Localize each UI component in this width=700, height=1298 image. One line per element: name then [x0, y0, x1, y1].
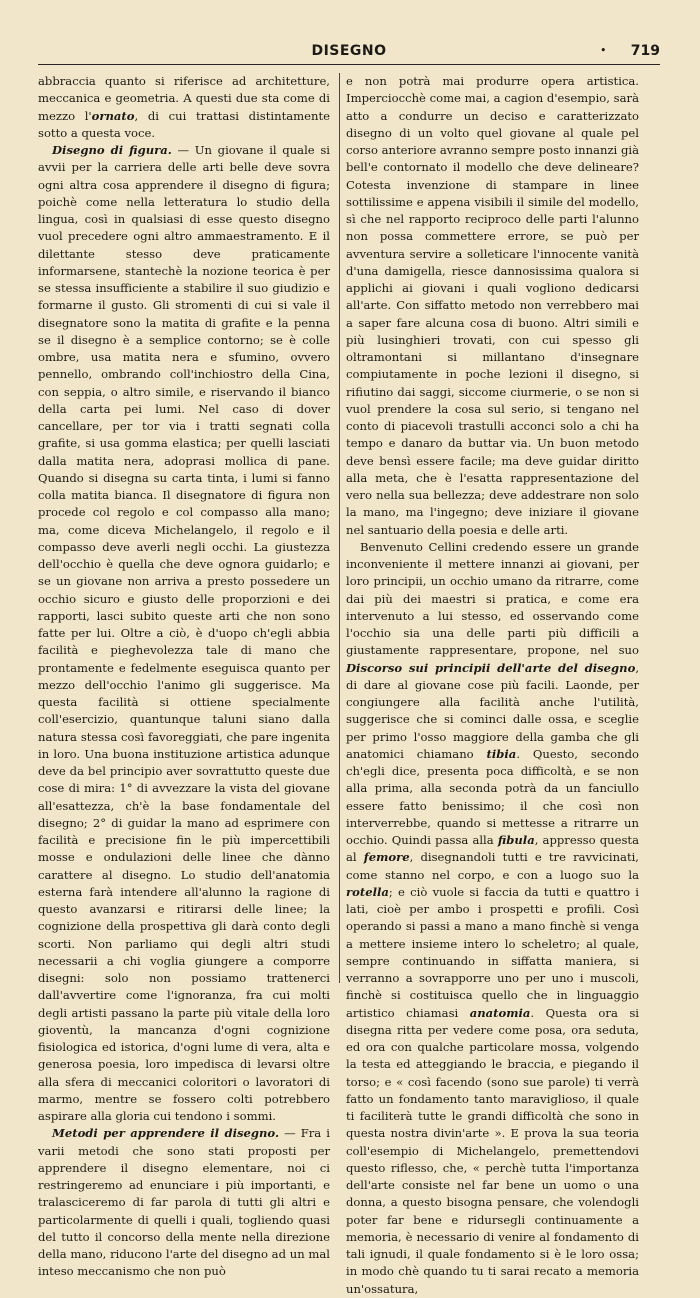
page-title: DISEGNO — [311, 43, 387, 59]
column-rule — [339, 73, 340, 983]
paragraph — [346, 539, 639, 1298]
emphasized-text: anatomia — [469, 1005, 531, 1020]
running-header — [38, 40, 660, 65]
emphasized-text: femore — [363, 850, 410, 865]
right-column — [346, 73, 639, 1298]
left-column — [38, 73, 330, 1281]
emphasized-text: Disegno di figura. — [52, 143, 172, 157]
emphasized-text: Metodi per apprendere il disegno. — [52, 1126, 279, 1141]
paragraph — [38, 142, 330, 1125]
emphasized-text: Discorso sui principii dell'arte del disegno — [346, 660, 636, 675]
emphasized-text: fibula — [497, 833, 535, 847]
emphasized-text: ornato — [91, 108, 135, 123]
paragraph-text: . Questo, secondo ch'egli dice, presenta poca difficoltà, e se non alla prima, alla seconda potrà da un fanciullo essere fatto benissimo; il che così non interverrebbe, quando si mettesse a ritrarre un occhio. Quindi passa alla — [346, 746, 639, 847]
paragraph-text: Benvenuto Cellini credendo essere un grande inconveniente il mettere innanzi ai giovani, per loro principii, un occhio umano da ritrarre, come dai più dei maestri si pratica, e come era intervenuto a lui stesso, ed osservando come l'occhio sia una delle parti più difficili a giustamente rappresentare, propone, nel suo — [346, 539, 639, 658]
paragraph — [346, 73, 639, 539]
paragraph — [38, 1125, 330, 1280]
emphasized-text: rotella — [346, 884, 389, 899]
paragraph-text: ; e ciò vuole si faccia da tutti e quattro i lati, cioè per ambo i prospetti e profili. Così operando si passi a mano a mano finchè si venga a mettere insieme intero lo scheletro; al quale, sempre continuando in siffatta maniera, si verranno a sovrapporre uno per uno i muscoli, finchè si costituisca quello che in linguaggio artistico chiamasi — [346, 884, 639, 1020]
paragraph-text: , di dare al giovane cose più facili. Laonde, per congiungere alla facilità anche l'utilità, suggerisce che si cominci dalle ossa, e sceglie per primo l'osso maggiore della gamba che gli anatomici chiamano — [346, 660, 639, 761]
emphasized-text: tibia — [486, 746, 517, 761]
paragraph-text: — Fra i varii metodi che sono stati proposti per apprendere il disegno elementare, noi ci restringeremo ad enunciare i più importanti, e tralasciceremo di far parola di tutti gli altri e particolarmente di quelli i quali, togliendo quasi del tutto il concorso della mente nella direzione della mano, riducono l'arte del disegno ad un mal inteso meccanismo che non può — [38, 1126, 330, 1279]
paragraph-text: , disegnandoli tutti e tre ravvicinati, come stanno nel corpo, e con a luogo suo la — [346, 850, 639, 882]
paragraph-text: — Un giovane il quale si avvii per la carriera delle arti belle deve sovra ogni altra cosa apprendere il disegno di figura; poichè come nella letteratura lo studio della lingua, così in qualsiasi di esse questo disegno vuol precedere ogni altro ammaestramento. E il dilettante stesso deve praticamente informarsene, stantechè la nozione teorica è per se stessa insufficiente a stabilire il suo giudizio e formarne il gusto. Gli stromenti di cui si vale il disegnatore sono la matita di grafite e la penna se il disegno è a semplice contorno; se è colle ombre, usa matita nera e sfumino, ovvero pennello, ombrando coll'inchiostro della Cina, con seppia, o altro simile, e riservando il bianco della carta pei lumi. Nel caso di dover cancellare, per tor via i tratti segnati colla grafite, si usa gomma elastica; per quelli lasciati dalla matita nera, adoprasi mollica di pane. Quando si disegna su carta tinta, i lumi si fanno colla matita bianca. Il disegnatore di figura non procede col regolo e col compasso alla mano; ma, come diceva Michelangelo, il regolo e il compasso deve averli negli occhi. La giustezza dell'occhio è quella che deve ognora guidarlo; e se un giovane non arriva a presto possedere un occhio sicuro e giusto delle proporzioni e dei rapporti, lasci subito queste arti che non sono fatte per lui. Oltre a ciò, è d'uopo ch'egli abbia facilità e pieghevolezza tale di mano che prontamente e fedelmente eseguisca quanto per mezzo dell'occhio l'animo gli suggerisce. Ma questa facilità si ottiene specialmente coll'esercizio, quantunque taluni siano dalla natura stessa così favoreggiati, che pare ingenita in loro. Una buona instituzione artistica adunque deve da bel principio aver sovrattutto queste due cose di mira: 1° di avvezzare la vista del giovane all'esattezza, ch'è la base fondamentale del disegno; 2° di guidar la mano ad esprimere con facilità e precisione fin le più impercettibili mosse e ondulazioni delle linee che dànno carattere al disegno. Lo studio dell'anatomia esterna farà intendere all'alunno la ragione di questo avanzarsi e ritirarsi delle linee; la cognizione della prospettiva gli darà conto degli scorti. Non parliamo qui degli altri studi necessarii a chi voglia giungere a comporre disegni: solo non possiamo trattenerci dall'avvertire come l'ignoranza, fra cui molti degli artisti passano la parte più vitale della loro gioventù, la mancanza d'ogni cognizione fisiologica ed istorica, d'ogni lume di vera, alta e generosa poesia, loro impedisca di levarsi oltre alla sfera di meccanici coloritori o lavoratori di marmo, mentre se fossero colti potrebbero aspirare alla gloria cui tendono i sommi. — [38, 143, 330, 1123]
header-bullet: • — [600, 44, 607, 57]
paragraph-text: , di cui trattasi distintamente sotto a questa voce. — [38, 108, 330, 140]
page-number: 719 — [630, 43, 660, 59]
paragraph — [38, 73, 330, 142]
paragraph-text: abbraccia quanto si riferisce ad architetture, meccanica e geometria. A questi due sta come di mezzo l' — [38, 74, 330, 123]
paragraph-text: , appresso questa al — [346, 833, 639, 865]
paragraph-text: e non potrà mai produrre opera artistica. Imperciocchè come mai, a cagion d'esempio, sarà atto a condurre un deciso e caratterizzato disegno di un volto quel giovane al quale pel corso anteriore avranno sempre posto innanzi già bell'e contornato il modello che deve delineare? Cotesta invenzione di stampare in linee sottilissime e appena visibili il simile del modello, sì che nel rapporto reciproco delle parti l'alunno non possa commettere errore, se può per avventura servire a solleticare l'innocente vanità d'una damigella, riesce dannosissima qualora si applichi ai giovani i quali vogliono dedicarsi all'arte. Con siffatto metodo non verrebbero mai a saper fare alcuna cosa di buono. Altri simili e più lusinghieri trovati, con cui spesso gli oltramontani si millantano d'insegnare compiutamente in poche lezioni il disegno, si rifiutino dai saggi, siccome ciurmerie, o se non si vuol prendere la cosa sul serio, si tengano nel conto di piacevoli trastulli acconci solo a chi ha tempo e danaro da buttar via. Un buon metodo deve bensì essere facile; ma deve guidar diritto alla meta, che è l'esatta rappresentazione del vero nella sua bellezza; deve addestrare non solo la mano, ma l'ingegno; deve iniziare il giovane nel santuario della poesia e delle arti. — [346, 74, 639, 537]
paragraph-text: . Questa ora si disegna ritta per vedere come posa, ora seduta, ed ora con qualche particolare mossa, volgendo la testa ed atteggiando le braccia, e piegando il torso; e « così facendo (sono sue parole) ti verrà fatto un fondamento tanto maraviglioso, il quale ti faciliterà tutte le grandi difficoltà che sono in questa nostra divin'arte ». E prova la sua teoria coll'esempio di Michelangelo, premettendovi questo riflesso, che, « perchè tutta l'importanza dell'arte consiste nel far bene un uomo o una donna, a questo bisogna pensare, che volendogli poter far bene e ridursegli continuamente a memoria, è necessario di venire al fondamento di tali ignudi, il quale fondamento si è le loro ossa; in modo chè quando tu ti sarai recato a memoria un'ossatura, — [346, 1005, 639, 1296]
